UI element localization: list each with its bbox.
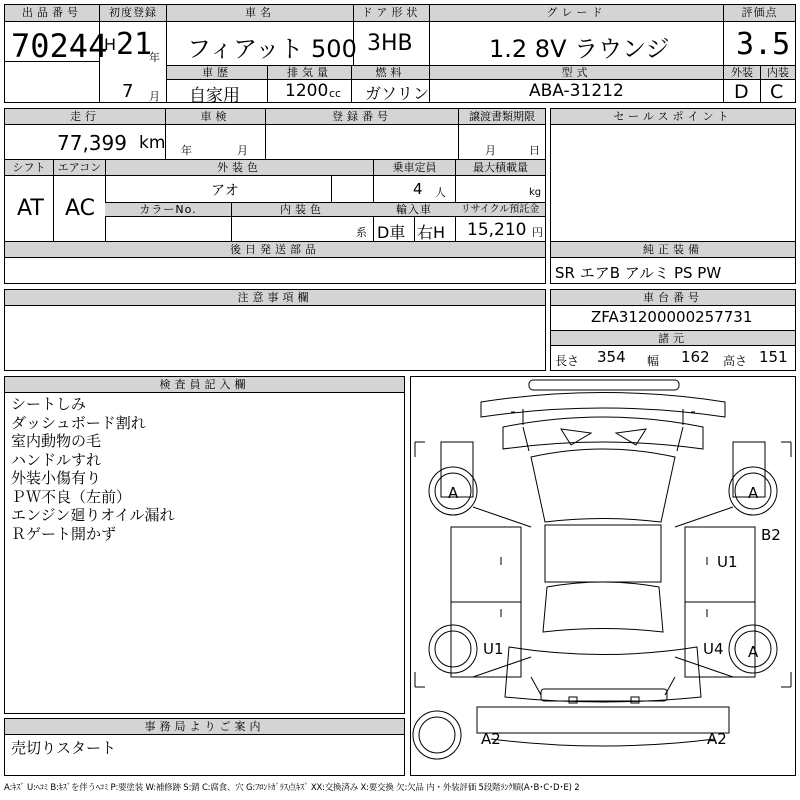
capacity-label: 乗車定員 [373, 160, 455, 176]
inspector-note: 外装小傷有り [11, 469, 102, 487]
office-box [4, 718, 405, 776]
door-type: 3HB [367, 31, 413, 56]
inspector-note: ＰＷ不良（左前） [11, 487, 132, 506]
inspector-label: 検査員記入欄 [5, 377, 404, 393]
aircon-label: エアコン [53, 160, 105, 176]
height: 151 [759, 348, 788, 366]
later-parts-box [4, 241, 546, 284]
mark-rear-bumper-right: A2 [707, 730, 727, 748]
reg-year-unit: 年 [149, 51, 160, 64]
shift: AT [17, 196, 44, 221]
mileage-unit: km [139, 133, 166, 153]
registration-number-label: 登録番号 [265, 109, 458, 125]
office-note: 売切りスタート [11, 739, 117, 757]
car-name-label: 車名 [167, 5, 353, 22]
damage-diagram [410, 376, 796, 776]
mileage-label: 走行 [5, 109, 165, 125]
capacity: 4 [413, 180, 423, 198]
inspector-note: ハンドルすれ [11, 450, 102, 469]
interior-grade: C [770, 81, 784, 103]
transfer-month-unit: 月 [485, 144, 496, 157]
door-label: ドア形状 [353, 5, 429, 22]
height-label: 高さ [723, 354, 748, 368]
mark-right-rear: U4 [703, 640, 724, 658]
mark-rear-right-wheel: A [748, 643, 759, 661]
sales-point-box [550, 108, 796, 258]
later-parts-label: 後日発送部品 [5, 242, 545, 258]
score: 3.5 [736, 27, 791, 62]
recycle-deposit: 15,210 [467, 220, 527, 240]
interior-color-suffix: 系 [356, 226, 367, 239]
inspection-label: 車検 [165, 109, 265, 125]
import-label: 輸入車 [373, 203, 455, 217]
spec-row [4, 159, 546, 242]
recycle-unit: 円 [532, 226, 543, 239]
mark-right-fender: B2 [761, 526, 781, 544]
mark-left-rear: U1 [483, 640, 504, 658]
era: H [104, 35, 117, 54]
reg-year: 21 [116, 27, 153, 62]
mark-right-door: U1 [717, 553, 738, 571]
legend: A:ｷｽﾞ U:ﾍｺﾐ B:ｷｽﾞを伴うﾍｺﾐ P:要塗装 W:補修跡 S:錆 C:腐食、穴 G:ﾌﾛﾝﾄｶﾞﾗｽ点ｷｽﾞ XX:交換済み X:要交換 欠:欠品 内・外装評価 5段階ﾗﾝｸ順(A･B･C･D･E) 2 [4, 783, 580, 793]
aircon: AC [65, 196, 96, 221]
inspector-note: Ｒゲート開かず [11, 524, 117, 543]
max-load-unit: kg [529, 187, 542, 198]
length-label: 長さ [555, 354, 580, 368]
mark-rear-bumper-left: A2 [481, 730, 501, 748]
displacement-unit: cc [329, 87, 342, 100]
width-label: 幅 [647, 354, 660, 368]
equipment: SR エアB アルミ PS PW [555, 264, 722, 282]
lot-number-cell [4, 4, 108, 103]
equipment-label: 純正装備 [551, 241, 795, 257]
vehicle-history: 自家用 [189, 86, 240, 106]
dims-label: 諸元 [551, 330, 795, 346]
equipment-box [550, 257, 796, 284]
interior-label: 内装 [760, 66, 795, 80]
handle-side: 右H [417, 223, 446, 242]
inspection-month-unit: 月 [237, 144, 248, 157]
exterior-color-label: 外装色 [105, 160, 373, 176]
inspector-note: シートしみ [11, 395, 87, 413]
interior-color-label: 内装色 [231, 203, 373, 217]
chassis-label: 車台番号 [551, 290, 795, 306]
width: 162 [681, 348, 710, 366]
inspector-note: エンジン廻りオイル漏れ [11, 506, 175, 524]
inspector-note: ダッシュボード割れ [11, 413, 146, 432]
notes-box [4, 289, 546, 371]
sales-point-label: セールスポイント [551, 109, 795, 125]
office-label: 事務局よりご案内 [5, 719, 404, 735]
exterior-label: 外装 [724, 66, 760, 80]
car-name: フィアット 500 [187, 35, 357, 63]
reg-month: 7 [122, 81, 134, 102]
transfer-deadline-label: 譲渡書類期限 [458, 109, 545, 125]
displacement: 1200 [285, 81, 329, 101]
score-cell [723, 4, 796, 103]
lot-number-label: 出品番号 [5, 5, 99, 22]
chassis-number: ZFA31200000257731 [591, 308, 753, 326]
mark-front-right-wheel: A [748, 484, 759, 502]
length: 354 [597, 348, 626, 366]
mileage: 77,399 [57, 131, 127, 155]
chassis-box [550, 289, 796, 371]
fuel-label: 燃料 [351, 66, 429, 80]
transfer-day-unit: 日 [529, 144, 540, 157]
mileage-row [4, 108, 546, 160]
history-label: 車歴 [167, 66, 267, 80]
max-load-label: 最大積載量 [455, 160, 545, 176]
mark-front-left-wheel: A [448, 484, 459, 502]
grade-label: グレード [429, 5, 723, 22]
fuel: ガソリン [365, 84, 430, 103]
capacity-unit: 人 [435, 186, 446, 199]
displacement-label: 排気量 [267, 66, 351, 80]
car-outline-diagram [411, 377, 795, 775]
notes-label: 注意事項欄 [5, 290, 545, 306]
first-registration-label: 初度登録 [100, 5, 166, 22]
inspection-year-unit: 年 [181, 144, 192, 157]
first-registration-cell [99, 4, 167, 103]
inspector-box [4, 376, 405, 714]
model-code: ABA-31212 [529, 81, 624, 101]
vehicle-info-cell [166, 4, 724, 106]
exterior-grade: D [734, 81, 749, 103]
exterior-color: アオ [211, 183, 239, 199]
model-label: 型式 [429, 66, 723, 80]
shift-label: シフト [5, 160, 53, 176]
score-label: 評価点 [724, 5, 795, 22]
import-type: D車 [377, 223, 406, 242]
grade: 1.2 8V ラウンジ [489, 35, 670, 63]
recycle-deposit-label: リサイクル預託金 [455, 203, 545, 217]
reg-month-unit: 月 [149, 90, 160, 103]
inspector-note: 室内動物の毛 [11, 432, 102, 450]
lot-number: 70244 [11, 27, 108, 65]
color-no-label: カラーNo. [105, 203, 231, 217]
